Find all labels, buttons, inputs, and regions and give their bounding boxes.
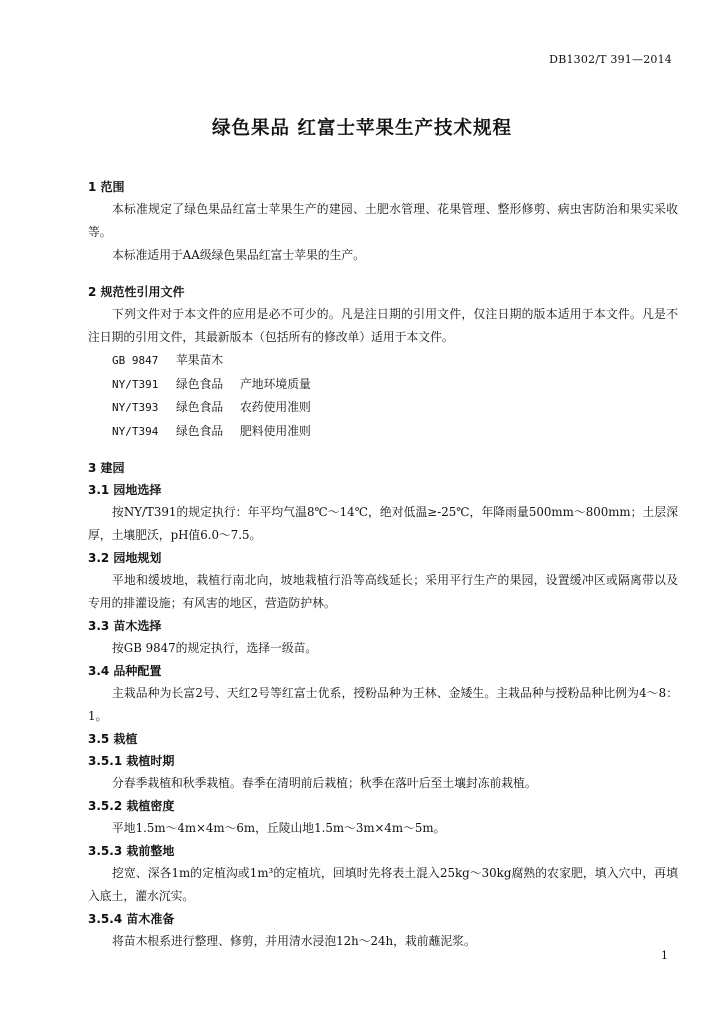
reference-code: GB 9847 [112, 354, 159, 367]
site-planning-paragraph: 平地和缓坡地，栽植行南北向，坡地栽植行沿等高线延长；采用平行生产的果园，设置缓冲区或隔离带以及专用的排灌设施；有风害的地区，营造防护林。 [88, 573, 678, 610]
section-heading-orchard-establishment: 3 建园 [88, 461, 125, 475]
seedling-preparation-paragraph: 将苗木根系进行整理、修剪，并用清水浸泡12h～24h，栽前蘸泥浆。 [112, 934, 476, 948]
planting-time-paragraph: 分春季栽植和秋季栽植。春季在清明前后栽植；秋季在落叶后至土壤封冻前栽植。 [112, 776, 537, 790]
subsection-heading-variety-configuration: 3.4 品种配置 [88, 664, 162, 678]
subsection-heading-planting-time: 3.5.1 栽植时期 [88, 754, 175, 768]
section-heading-scope: 1 范围 [88, 180, 125, 194]
reference-name: 绿色食品 [176, 400, 224, 414]
subsection-heading-planting-density: 3.5.2 栽植密度 [88, 799, 175, 813]
reference-name: 绿色食品 [176, 423, 224, 438]
subsection-heading-site-selection: 3.1 园地选择 [88, 483, 162, 497]
subsection-heading-planting: 3.5 栽植 [88, 732, 138, 746]
reference-row [88, 396, 678, 420]
reference-name: 绿色食品 [176, 376, 224, 391]
reference-detail: 产地环境质量 [240, 376, 311, 391]
subsection-heading-seedling-preparation: 3.5.4 苗木准备 [88, 912, 175, 926]
reference-row [88, 349, 678, 373]
reference-code: NY/T391 [112, 377, 159, 391]
reference-name: 苹果苗木 [176, 353, 224, 367]
scope-paragraph-1: 本标准规定了绿色果品红富士苹果生产的建园、土肥水管理、花果管理、整形修剪、病虫害防治和果实采收等。 [88, 202, 678, 239]
reference-row [88, 420, 678, 444]
reference-row [88, 373, 678, 397]
section-heading-references: 2 规范性引用文件 [88, 285, 185, 299]
reference-detail: 农药使用准则 [240, 400, 311, 414]
planting-density-paragraph: 平地1.5m～4m×4m～6m，丘陵山地1.5m～3m×4m～5m。 [112, 821, 446, 835]
references-paragraph: 下列文件对于本文件的应用是必不可少的。凡是注日期的引用文件，仅注日期的版本适用于本文件。凡是不注日期的引用文件，其最新版本（包括所有的修改单）适用于本文件。 [88, 307, 678, 344]
reference-detail: 肥料使用准则 [240, 423, 311, 438]
subsection-heading-seedling-selection: 3.3 苗木选择 [88, 619, 162, 633]
reference-code: NY/T394 [112, 424, 159, 438]
land-preparation-paragraph: 挖宽、深各1m的定植沟或1m³的定植坑，回填时先将表土混入25kg～30kg腐熟的农家肥，填入穴中，再填入底土，灌水沉实。 [88, 866, 678, 903]
variety-configuration-paragraph: 主栽品种为长富2号、天红2号等红富士优系，授粉品种为王林、金矮生。主栽品种与授粉品种比例为4～8：1。 [88, 686, 678, 723]
subsection-heading-land-preparation: 3.5.3 栽前整地 [88, 844, 175, 858]
document-code: DB1302/T 391—2014 [549, 53, 672, 66]
document-title: 绿色果品 红富士苹果生产技术规程 [212, 118, 512, 139]
seedling-selection-paragraph: 按GB 9847的规定执行，选择一级苗。 [112, 641, 318, 655]
site-selection-paragraph: 按NY/T391的规定执行：年平均气温8℃～14℃，绝对低温≥-25℃，年降雨量500mm～800mm；土层深厚，土壤肥沃，pH值6.0～7.5。 [88, 505, 678, 542]
document-body [88, 176, 678, 953]
page-number: 1 [661, 949, 668, 962]
reference-code: NY/T393 [112, 401, 159, 414]
subsection-heading-site-planning: 3.2 园地规划 [88, 551, 162, 565]
scope-paragraph-2: 本标准适用于AA级绿色果品红富士苹果的生产。 [112, 248, 365, 262]
